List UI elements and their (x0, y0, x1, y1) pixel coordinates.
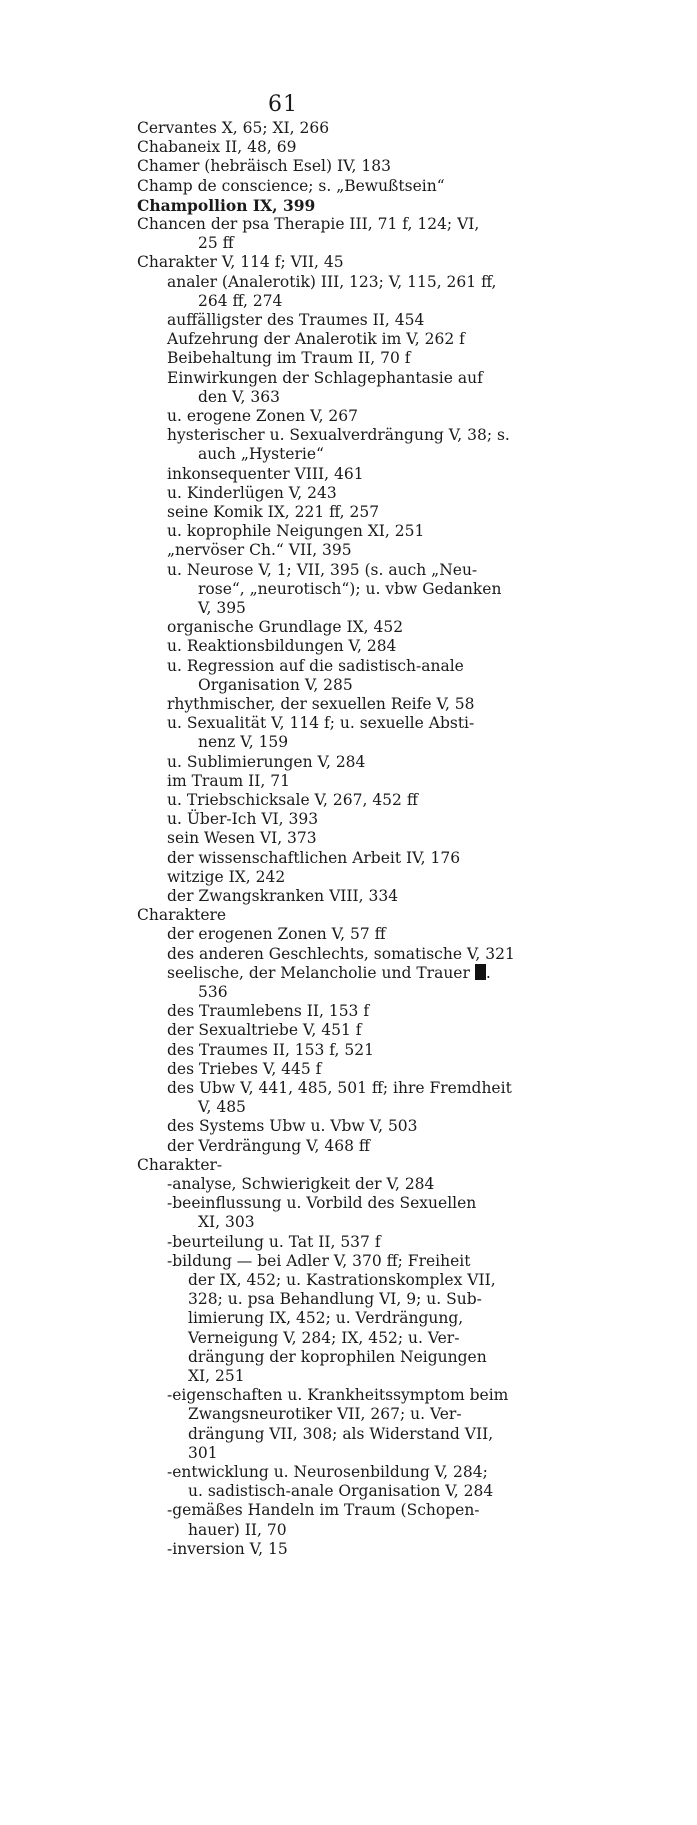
index-line (188, 1405, 462, 1424)
index-line-text: den V, 363 (198, 387, 280, 406)
index-line-text: Charakter- (137, 1155, 223, 1174)
index-line (167, 925, 386, 944)
index-line-text: des Systems Ubw u. Vbw V, 503 (167, 1117, 418, 1136)
index-line (188, 1348, 487, 1367)
index-line-text: drängung der koprophilen Neigungen (188, 1347, 487, 1366)
index-line (188, 1425, 493, 1444)
index-line (167, 426, 510, 445)
index-line (167, 1386, 508, 1405)
index-line (167, 1041, 374, 1060)
index-line-text: Zwangsneurotiker VII, 267; u. Ver- (188, 1405, 462, 1424)
index-line-text: u. erogene Zonen V, 267 (167, 407, 359, 425)
index-line-text: nenz V, 159 (198, 733, 289, 752)
index-line (167, 407, 358, 426)
index-line (137, 196, 315, 215)
index-line-text: Verneigung V, 284; IX, 452; u. Ver- (188, 1328, 460, 1347)
index-line (167, 695, 475, 714)
index-line (167, 714, 474, 733)
index-line (167, 849, 460, 868)
index-line (137, 215, 479, 234)
index-line (167, 964, 491, 983)
index-line-text: 264 ff, 274 (198, 291, 283, 310)
index-line-text: V, 485 (198, 1098, 246, 1117)
index-line-text: Beibehaltung im Traum II, 70 f (167, 349, 411, 368)
index-line (188, 1309, 463, 1328)
index-line-text: rose“, „neurotisch“); u. vbw Gedanken (198, 579, 502, 598)
index-line (167, 1079, 512, 1098)
index-line-text: -analyse, Schwierigkeit der V, 284 (167, 1175, 435, 1193)
index-line (167, 465, 364, 484)
index-line (137, 906, 226, 925)
index-line-text: hauer) II, 70 (188, 1520, 287, 1539)
index-line-text: -eigenschaften u. Krankheitssymptom beim (167, 1386, 509, 1405)
index-line-text: Einwirkungen der Schlagephantasie auf (167, 368, 483, 387)
index-line (167, 1175, 434, 1194)
index-line (167, 522, 424, 541)
index-line-text: -gemäßes Handeln im Traum (Schopen- (167, 1501, 480, 1520)
index-line-text: der wissenschaftlichen Arbeit IV, 176 (167, 848, 461, 867)
index-line-text: rhythmischer, der sexuellen Reife V, 58 (167, 695, 475, 713)
index-line (167, 810, 318, 829)
index-line-text: des anderen Geschlechts, somatische V, 321 (167, 944, 515, 963)
index-line (167, 618, 403, 637)
index-line (198, 580, 501, 599)
index-line (167, 753, 365, 772)
index-line-text: des Traumlebens II, 153 f (167, 1002, 370, 1021)
index-line (137, 253, 344, 272)
page-number: 61 (268, 92, 298, 117)
index-line-text: auch „Hysterie“ (198, 445, 324, 464)
index-line (167, 772, 290, 791)
index-line (198, 234, 234, 253)
index-line-text: witzige IX, 242 (167, 867, 286, 886)
index-line (198, 1213, 255, 1232)
index-line (188, 1290, 482, 1309)
index-line (167, 829, 317, 848)
index-line (167, 541, 352, 560)
index-line-text: u. Reaktionsbildungen V, 284 (167, 637, 397, 656)
index-line-text: Organisation V, 285 (198, 675, 353, 694)
index-line (188, 1329, 459, 1348)
index-line-text: drängung VII, 308; als Widerstand VII, (188, 1424, 494, 1443)
index-line (167, 1233, 381, 1252)
index-line (167, 1501, 480, 1520)
index-line-text: seelische, der Melancholie und Trauer (167, 963, 470, 982)
index-line-text: inkonsequenter VIII, 461 (167, 464, 364, 483)
redaction-mark (475, 964, 486, 980)
index-line (188, 1482, 493, 1501)
index-line-text: im Traum II, 71 (167, 771, 291, 790)
index-line-text: des Ubw V, 441, 485, 501 ff; ihre Fremdheit (167, 1079, 512, 1097)
index-line-text: 25 ff (198, 234, 234, 253)
index-line (167, 791, 418, 810)
index-line-text: „nervöser Ch.“ VII, 395 (167, 541, 352, 560)
index-line-text: auffälligster des Traumes II, 454 (167, 311, 425, 329)
index-line (167, 1117, 418, 1136)
index-line-text: -entwicklung u. Neurosenbildung V, 284; (167, 1463, 488, 1481)
index-line-text: der IX, 452; u. Kastrationskomplex VII, (188, 1271, 496, 1289)
index-line (167, 637, 396, 656)
index-line-text: 536 (198, 983, 228, 1001)
index-line (198, 1098, 246, 1117)
index-line-text: -beeinflussung u. Vorbild des Sexuellen (167, 1194, 477, 1213)
index-line (167, 868, 285, 887)
index-line-text: Aufzehrung der Analerotik im V, 262 f (167, 330, 465, 349)
index-line (167, 273, 496, 292)
index-line (167, 311, 424, 330)
index-line-text: organische Grundlage IX, 452 (167, 618, 404, 637)
index-line (167, 503, 379, 522)
index-line-text: -bildung — bei Adler V, 370 ff; Freiheit (167, 1251, 471, 1270)
index-line (167, 1060, 321, 1079)
index-line (167, 369, 483, 388)
index-line-text: der Sexualtriebe V, 451 f (167, 1021, 362, 1040)
index-line-suffix: . (485, 963, 491, 982)
index-line-text: -inversion V, 15 (167, 1539, 288, 1558)
index-line (198, 733, 288, 752)
index-line (167, 1252, 470, 1271)
index-line (167, 349, 411, 368)
index-line-text: u. koprophile Neigungen XI, 251 (167, 522, 425, 541)
index-line-text: u. Triebschicksale V, 267, 452 ff (167, 791, 418, 809)
index-line (137, 1156, 222, 1175)
index-line-text: Cervantes X, 65; XI, 266 (137, 119, 330, 137)
index-line (188, 1367, 245, 1386)
index-line (167, 1021, 362, 1040)
index-line (167, 484, 337, 503)
index-line (167, 561, 477, 580)
index-line (167, 330, 465, 349)
index-line-text: u. Über-Ich VI, 393 (167, 810, 319, 829)
index-line (188, 1271, 496, 1290)
index-line-text: XI, 251 (188, 1367, 245, 1385)
index-line (137, 157, 391, 176)
index-line-text: 328; u. psa Behandlung VI, 9; u. Sub- (188, 1290, 482, 1309)
index-line (167, 887, 398, 906)
index-line (198, 292, 282, 311)
index-line-text: Charakter V, 114 f; VII, 45 (137, 253, 344, 272)
index-line-text: analer (Analerotik) III, 123; V, 115, 261 ff, (167, 272, 497, 291)
index-line (137, 119, 329, 138)
index-line-text: u. Sublimierungen V, 284 (167, 752, 366, 771)
index-line-text: -beurteilung u. Tat II, 537 f (167, 1232, 381, 1251)
index-line-text: 301 (188, 1443, 218, 1462)
index-line (167, 1002, 369, 1021)
index-line-text: XI, 303 (198, 1213, 255, 1232)
index-line-text: des Triebes V, 445 f (167, 1059, 322, 1078)
index-line-text: u. Sexualität V, 114 f; u. sexuelle Absti- (167, 714, 475, 733)
index-line (167, 945, 515, 964)
index-line-text: u. Kinderlügen V, 243 (167, 483, 337, 502)
index-line-text: des Traumes II, 153 f, 521 (167, 1040, 374, 1059)
index-line (198, 676, 353, 695)
index-line-text: der erogenen Zonen V, 57 ff (167, 925, 386, 944)
index-line (188, 1521, 287, 1540)
index-line (167, 1540, 288, 1559)
index-line-text: seine Komik IX, 221 ff, 257 (167, 503, 380, 521)
index-line-text: sein Wesen VI, 373 (167, 829, 317, 848)
index-line-text: u. Regression auf die sadistisch-anale (167, 656, 464, 675)
index-line-text: V, 395 (198, 599, 246, 617)
index-line (198, 388, 280, 407)
index-line-text: hysterischer u. Sexualverdrängung V, 38; s. (167, 426, 510, 445)
index-line-text: Chancen der psa Therapie III, 71 f, 124; VI, (137, 215, 480, 233)
index-line-text: limierung IX, 452; u. Verdrängung, (188, 1309, 464, 1328)
index-line (167, 1137, 370, 1156)
index-line-text: der Zwangskranken VIII, 334 (167, 887, 399, 905)
index-line (188, 1444, 218, 1463)
index-line (198, 599, 246, 618)
index-line-text: Chabaneix II, 48, 69 (137, 138, 297, 157)
index-line (137, 177, 445, 196)
index-line (167, 1463, 488, 1482)
index-line (167, 1194, 476, 1213)
index-line-text: u. sadistisch-anale Organisation V, 284 (188, 1482, 494, 1501)
index-line-text: Champollion IX, 399 (137, 195, 316, 215)
index-line-text: u. Neurose V, 1; VII, 395 (s. auch „Neu- (167, 560, 478, 579)
index-line-text: Charaktere (137, 906, 227, 925)
index-line-text: Chamer (hebräisch Esel) IV, 183 (137, 157, 391, 176)
index-line (137, 138, 296, 157)
index-line (198, 445, 324, 464)
index-line-text: der Verdrängung V, 468 ff (167, 1136, 370, 1155)
index-line (167, 657, 464, 676)
index-line (198, 983, 228, 1002)
index-line-text: Champ de conscience; s. „Bewußtsein“ (137, 176, 445, 195)
